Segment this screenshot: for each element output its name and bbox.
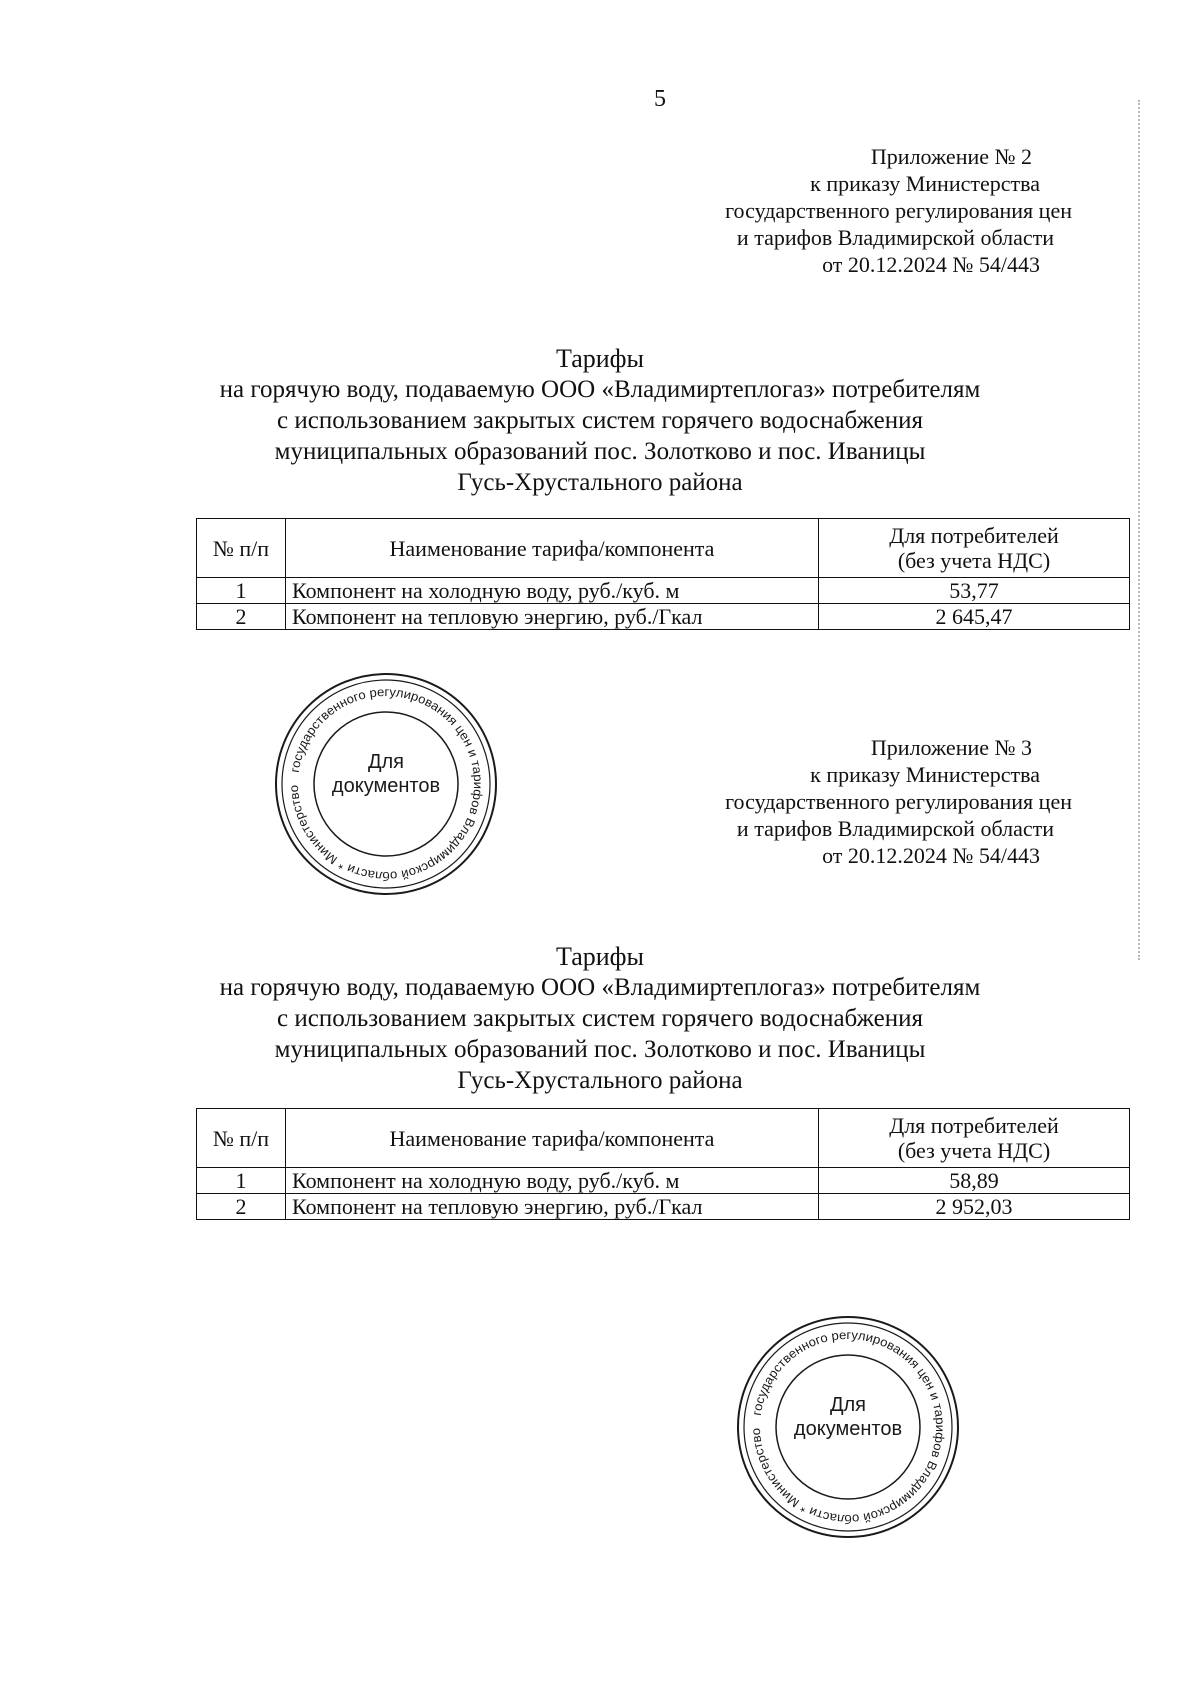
column-header-value-line: Для потребителей [889,523,1059,548]
official-stamp [734,1313,962,1541]
table-row [197,604,1130,630]
heading-line: муниципальных образований пос. Золотково и пос. Иваницы [274,1036,926,1063]
heading-line: Гусь-Хрустального района [457,1067,743,1094]
page-number: 5 [654,86,666,112]
heading-line: на горячую воду, подаваемую ООО «Владимиртеплогаз» потребителям [219,376,981,403]
stamp-center-line: Для [367,751,405,773]
appendix-line: и тарифов Владимирской области [736,816,1054,841]
row-number: 2 [197,1194,286,1220]
heading-title: Тарифы [555,344,644,373]
appendix-line: к приказу Министерства [810,171,1040,196]
appendix-line: и тарифов Владимирской области [736,225,1054,250]
tariff-heading [150,343,1050,498]
appendix-2-header [612,143,1072,278]
table-row [197,1194,1130,1220]
stamp-ring-text: государственного регулирования цен и тарифов Владимирской области * Министерство [286,684,486,884]
appendix-number: Приложение № 2 [870,144,1032,169]
appendix-line: государственного регулирования цен [725,789,1072,814]
heading-line: с использованием закрытых систем горячего водоснабжения [277,1005,923,1032]
row-name: Компонент на тепловую энергию, руб./Гкал [286,1194,819,1220]
column-header-value-line: Для потребителей [889,1113,1059,1138]
row-value: 2 952,03 [819,1194,1130,1220]
row-value: 58,89 [819,1168,1130,1194]
column-header-value-line: (без учета НДС) [897,1138,1051,1163]
table-row [197,1168,1130,1194]
column-header-value [819,1109,1130,1168]
heading-title: Тарифы [555,942,644,971]
stamp-center-line: документов [331,775,441,797]
appendix-3-header [612,734,1072,869]
row-number: 2 [197,604,286,630]
tariff-heading [150,941,1050,1096]
appendix-line: к приказу Министерства [810,762,1040,787]
column-header-name: Наименование тарифа/компонента [286,1109,819,1168]
row-name: Компонент на холодную воду, руб./куб. м [286,1168,819,1194]
appendix-number: Приложение № 3 [870,735,1032,760]
stamp-center-text [734,1393,962,1441]
heading-line: на горячую воду, подаваемую ООО «Владимиртеплогаз» потребителям [219,974,981,1001]
tariff-table [196,518,1130,630]
stamp-center-text [272,750,500,798]
appendix-date: от 20.12.2024 № 54/443 [822,843,1040,868]
column-header-name: Наименование тарифа/компонента [286,519,819,578]
heading-line: Гусь-Хрустального района [457,469,743,496]
table-row [197,578,1130,604]
column-header-number: № п/п [197,1109,286,1168]
row-number: 1 [197,578,286,604]
column-header-number: № п/п [197,519,286,578]
stamp-center-line: документов [793,1418,903,1440]
tariff-table [196,1108,1130,1220]
heading-line: муниципальных образований пос. Золотково и пос. Иваницы [274,438,926,465]
scan-margin-artifact [1138,100,1146,960]
row-name: Компонент на тепловую энергию, руб./Гкал [286,604,819,630]
appendix-line: государственного регулирования цен [725,198,1072,223]
column-header-value [819,519,1130,578]
heading-line: с использованием закрытых систем горячего водоснабжения [277,407,923,434]
row-name: Компонент на холодную воду, руб./куб. м [286,578,819,604]
appendix-date: от 20.12.2024 № 54/443 [822,252,1040,277]
row-value: 2 645,47 [819,604,1130,630]
table-header-row [197,1109,1130,1168]
stamp-ring-text: государственного регулирования цен и тарифов Владимирской области * Министерство [748,1327,948,1527]
stamp-center-line: Для [829,1394,867,1416]
row-number: 1 [197,1168,286,1194]
row-value: 53,77 [819,578,1130,604]
column-header-value-line: (без учета НДС) [897,548,1051,573]
official-stamp [272,670,500,898]
table-header-row [197,519,1130,578]
